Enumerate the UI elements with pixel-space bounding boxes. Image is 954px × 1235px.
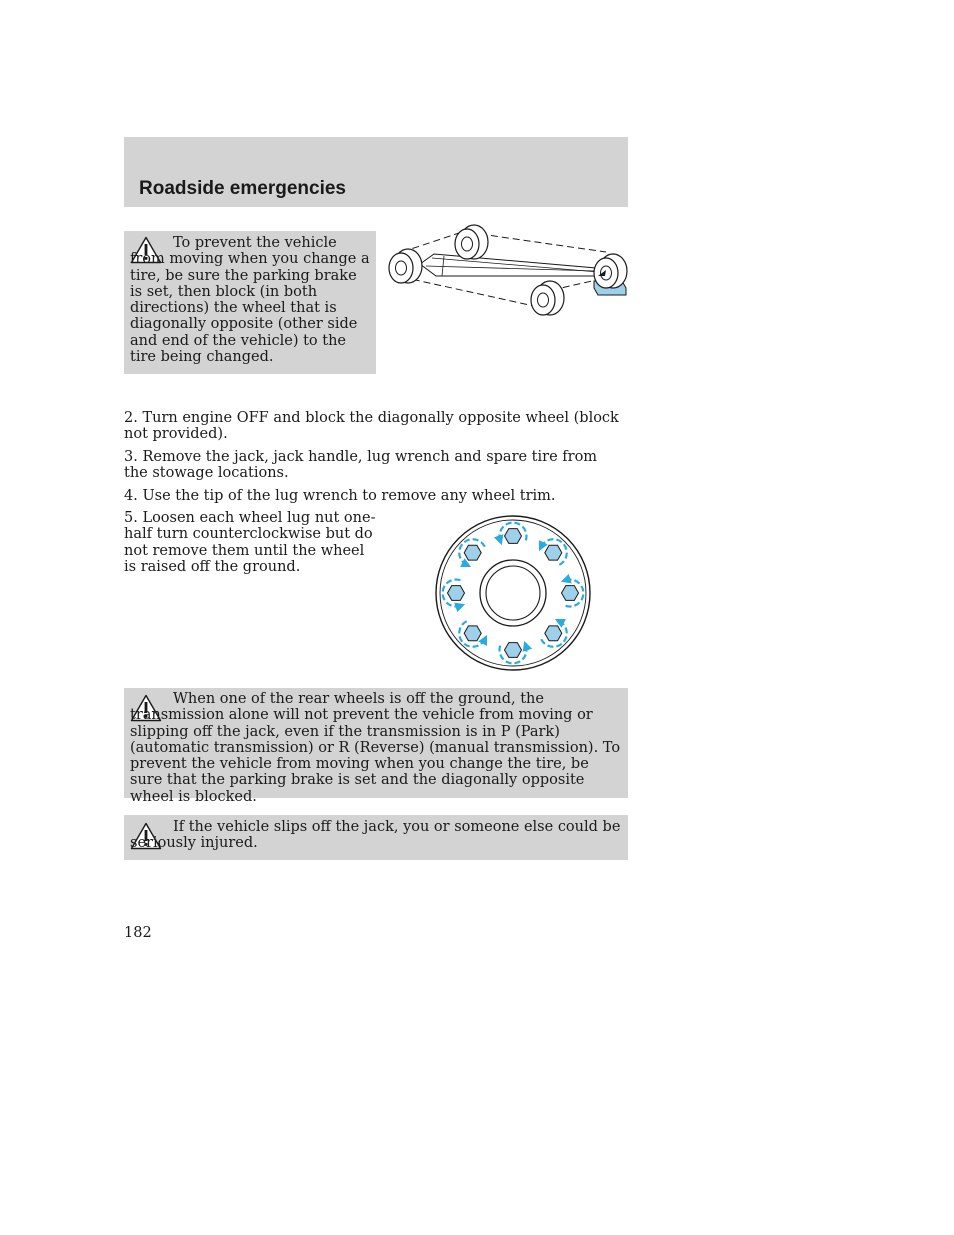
page-number: 182	[124, 925, 152, 941]
warning-box-parking-brake	[124, 231, 376, 374]
lug-nut	[545, 545, 562, 560]
lug-nut	[505, 643, 522, 658]
lug-nut	[464, 626, 481, 641]
step-2: 2. Turn engine OFF and block the diagonally opposite wheel (block not provided).	[124, 410, 619, 443]
diagonal-wheel-block-illustration	[384, 224, 632, 320]
warning-box-jack-slip	[124, 815, 628, 860]
warning-text: If the vehicle slips off the jack, you or someone else could be seriously injured.	[130, 819, 621, 852]
warning-text: When one of the rear wheels is off the ground, the transmission alone will not prevent the vehicle from moving or slipping off the jack, even if the transmission is in P (Park) (automatic transmission) or R (Reverse) (manual transmission). To prevent the vehicle from moving when you change the tire, be sure that the parking brake is set and the diagonally opposite wheel is blocked.	[130, 691, 621, 805]
lug-nut	[448, 586, 465, 601]
lug-nut	[562, 586, 579, 601]
step-5: 5. Loosen each wheel lug nut one-half turn counterclockwise but do not remove them until the wheel is raised off the ground.	[124, 510, 376, 575]
step-3: 3. Remove the jack, jack handle, lug wrench and spare tire from the stowage locations.	[124, 449, 598, 482]
section-title: Roadside emergencies	[139, 178, 346, 199]
step-4: 4. Use the tip of the lug wrench to remove any wheel trim.	[124, 488, 556, 504]
warning-text: To prevent the vehicle from moving when you change a tire, be sure the parking brake is set, then block (in both directions) the wheel that is diagonally opposite (other side and end of the vehicle) to the tire being changed.	[130, 235, 370, 366]
lug-nut	[545, 626, 562, 641]
section-header	[124, 137, 628, 207]
warning-box-transmission	[124, 688, 628, 805]
lug-nut-loosening-illustration	[432, 512, 596, 676]
lug-nut	[505, 529, 522, 544]
lug-nut	[464, 545, 481, 560]
